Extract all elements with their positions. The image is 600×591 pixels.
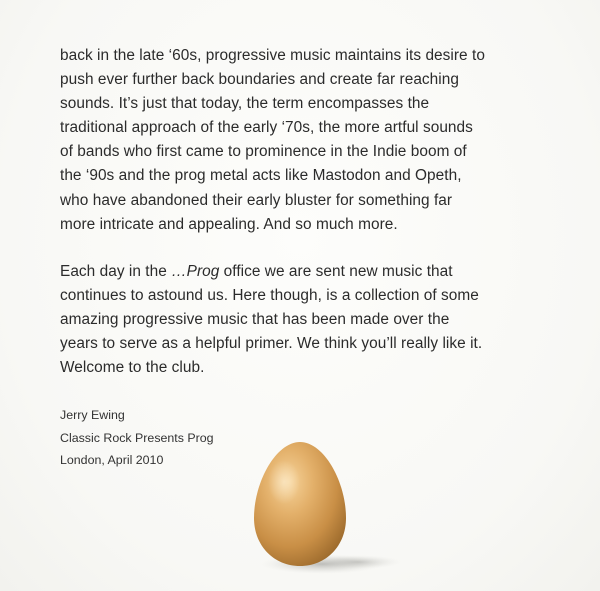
paragraph-line: who have abandoned their early bluster for something far [60,191,453,209]
magazine-title-italic: …Prog [171,262,220,280]
paragraph-2 [60,260,560,380]
text-run: Each day in the [60,262,172,280]
paragraph-line: Welcome to the club. [60,359,205,377]
paragraph-line: the ‘90s and the prog metal acts like Mastodon and Opeth, [60,167,462,185]
text-run: office we are sent new music that [219,262,453,280]
paragraph-line: amazing progressive music that has been made over the [60,310,450,328]
egg-icon [240,438,440,578]
publication-name: Classic Rock Presents Prog [60,430,214,445]
paragraph-line: back in the late ‘60s, progressive music maintains its desire to [60,47,485,64]
paragraph-line: push ever further back boundaries and create far reaching [60,71,459,89]
author-name: Jerry Ewing [60,408,125,423]
egg-image [240,438,440,578]
paragraph-line [60,260,560,284]
paragraph-line: sounds. It’s just that today, the term encompasses the [60,95,430,113]
text-block [60,44,560,471]
paragraph-line: continues to astound us. Here though, is a collection of some [60,286,479,304]
paragraph-1 [60,44,560,237]
paragraph-line: years to serve as a helpful primer. We think you’ll really like it. [60,335,483,353]
place-date: London, April 2010 [60,453,164,468]
paragraph-line: more intricate and appealing. And so much more. [60,215,398,233]
paragraph-line: traditional approach of the early ‘70s, the more artful sounds [60,119,473,137]
paragraph-line: of bands who first came to prominence in the Indie boom of [60,143,467,161]
